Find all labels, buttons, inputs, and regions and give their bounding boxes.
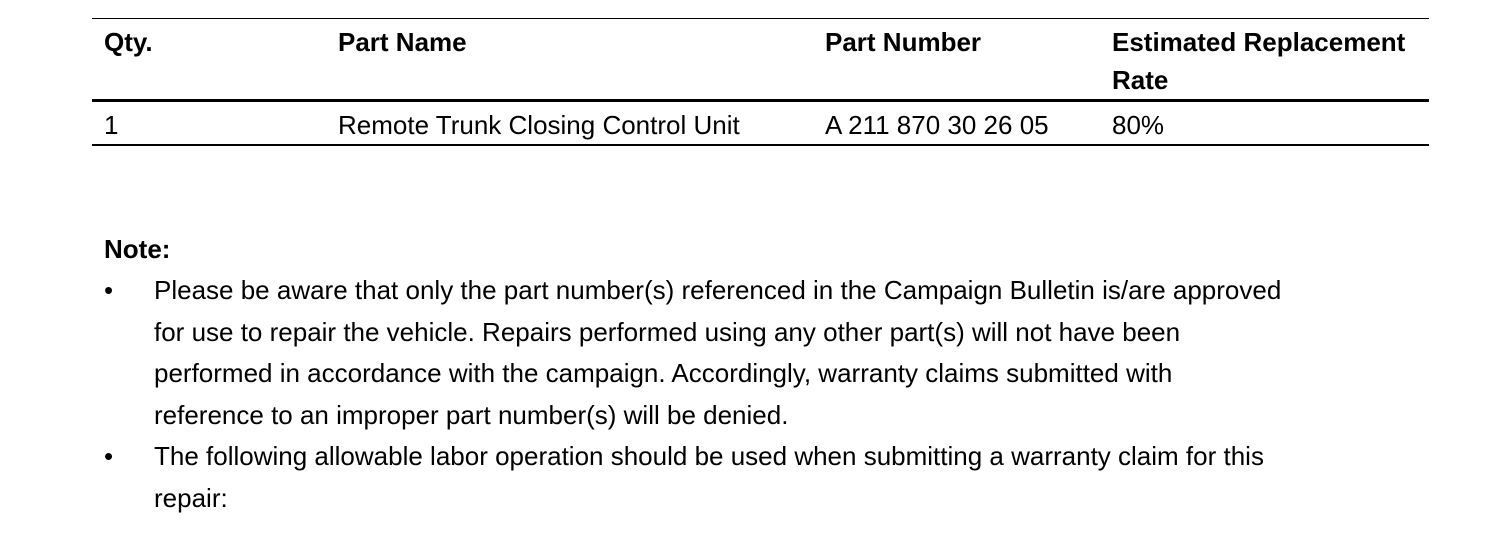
- parts-table: [92, 18, 1429, 146]
- header-replacement-rate: Estimated Replacement Rate: [1100, 19, 1429, 101]
- cell-replacement-rate: 80%: [1100, 101, 1429, 146]
- list-item: [104, 270, 1284, 436]
- note-title: Note:: [104, 234, 171, 264]
- table-header-row: [92, 19, 1429, 101]
- bullet-icon: •: [104, 441, 114, 471]
- cell-part-number: A 211 870 30 26 05: [813, 101, 1100, 146]
- header-part-number: Part Number: [813, 19, 1100, 101]
- note-list: [104, 270, 1284, 519]
- note-item-text: The following allowable labor operation should be used when submitting a warranty claim for this repair:: [154, 441, 1264, 513]
- header-part-name: Part Name: [326, 19, 813, 101]
- bullet-icon: •: [104, 275, 114, 305]
- cell-part-name: Remote Trunk Closing Control Unit: [326, 101, 813, 146]
- table-row: [92, 101, 1429, 146]
- note-item-text: Please be aware that only the part number(s) referenced in the Campaign Bulletin is/are approved for use to repair the vehicle. Repairs performed using any other part(s) will not have been performed in accordance with the campaign. Accordingly, warranty claims submitted with reference to an improper part number(s) will be denied.: [154, 275, 1282, 430]
- header-qty: Qty.: [92, 19, 326, 101]
- cell-qty: 1: [92, 101, 326, 146]
- list-item: [104, 436, 1284, 519]
